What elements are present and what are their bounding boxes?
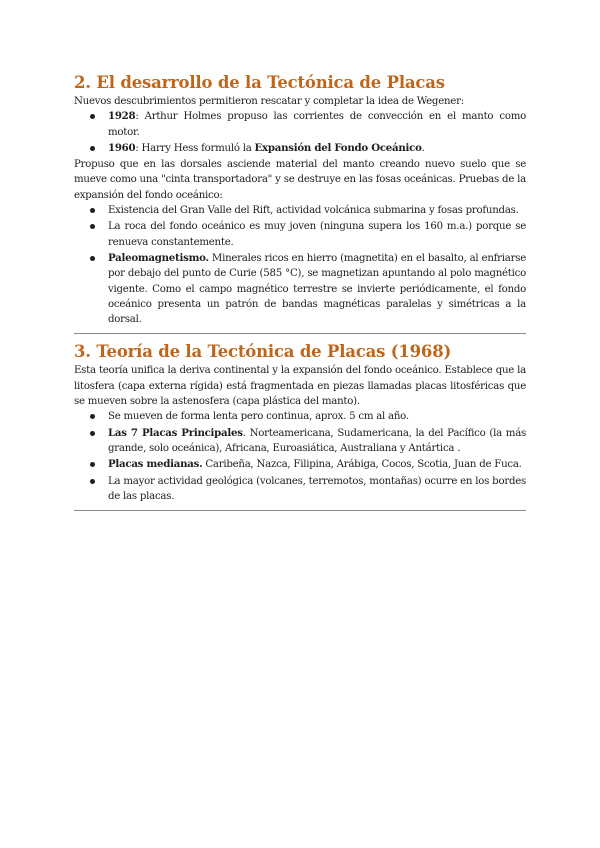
section-3-list — [74, 409, 526, 504]
section-2-history-list — [74, 109, 526, 156]
item-text: . Norteamericana, Sudamericana, la del Pacífico (la más grande, solo oceánica), Africana, Euroasiática, Australiana y Antártica . — [108, 427, 526, 454]
list-item — [74, 203, 526, 218]
bullet-icon — [90, 462, 95, 467]
item-bold-label: Paleomagnetismo. — [108, 251, 209, 264]
bullet-icon — [90, 224, 95, 229]
item-text: Existencia del Gran Valle del Rift, actividad volcánica submarina y fosas profundas. — [108, 205, 519, 217]
section-2-title: 2. El desarrollo de la Tectónica de Placas — [74, 73, 445, 92]
item-text: Minerales ricos en hierro (magnetita) en el basalto, al enfriarse por debajo del punto de Curie (585 °C), se magnetizan apuntando al polo magnético vigente. Como el campo magnético terrestre se invierte periódicamente, el fondo oceánico presenta un patrón de bandas magnéticas paralelas y simétricas a la dorsal. — [108, 252, 526, 326]
bullet-icon — [90, 114, 95, 119]
bullet-icon — [90, 146, 95, 151]
item-text: . — [421, 142, 425, 154]
item-bold-label: Placas medianas. — [108, 458, 203, 471]
list-item — [74, 141, 526, 156]
section-2-paragraph: Propuso que en las dorsales asciende material del manto creando nuevo suelo que se mueve como una "cinta transportadora" y se destruye en las fosas oceánicas. Pruebas de la expansión del fondo oceánico: — [74, 159, 526, 201]
section-divider — [74, 510, 526, 511]
section-2-evidence-list — [74, 203, 526, 327]
section-3-intro: Esta teoría unifica la deriva continental y la expansión del fondo oceánico. Establece que la litosfera (capa externa rígida) está fragmentada en piezas llamadas placas litosféricas que se mueven sobre la astenosfera (capa plástica del manto). — [74, 365, 526, 408]
list-item — [74, 426, 526, 457]
bullet-icon — [90, 208, 95, 213]
section-3 — [74, 341, 526, 511]
list-item — [74, 251, 526, 327]
item-bold-label: Las 7 Placas Principales — [108, 426, 243, 439]
item-text: Se mueven de forma lenta pero continua, aprox. 5 cm al año. — [108, 411, 409, 423]
list-item — [74, 457, 526, 472]
section-3-title: 3. Teoría de la Tectónica de Placas (1968) — [74, 342, 452, 362]
list-item — [74, 109, 526, 140]
list-item — [74, 409, 526, 424]
bullet-icon — [90, 479, 95, 484]
item-text: : Harry Hess formuló la — [135, 142, 255, 154]
item-bold-term: Expansión del Fondo Oceánico — [254, 141, 422, 154]
item-text: La roca del fondo oceánico es muy joven (ninguna supera los 160 m.a.) porque se renueva constantemente. — [108, 221, 526, 248]
item-text: Caribeña, Nazca, Filipina, Arábiga, Cocos, Scotia, Juan de Fuca. — [202, 459, 522, 471]
item-text: : Arthur Holmes propuso las corrientes de convección en el manto como motor. — [108, 111, 526, 138]
list-item — [74, 474, 526, 505]
bullet-icon — [90, 414, 95, 419]
bullet-icon — [90, 256, 95, 261]
section-divider — [74, 333, 526, 334]
item-text: La mayor actividad geológica (volcanes, terremotos, montañas) ocurre en los bordes de las placas. — [108, 475, 526, 502]
bullet-icon — [90, 431, 95, 436]
item-bold-label: 1928 — [108, 110, 136, 123]
item-bold-label: 1960 — [108, 141, 136, 154]
list-item — [74, 219, 526, 250]
section-2 — [74, 72, 526, 334]
page-content — [74, 72, 526, 511]
section-2-intro: Nuevos descubrimientos permitieron rescatar y completar la idea de Wegener: — [74, 96, 464, 107]
